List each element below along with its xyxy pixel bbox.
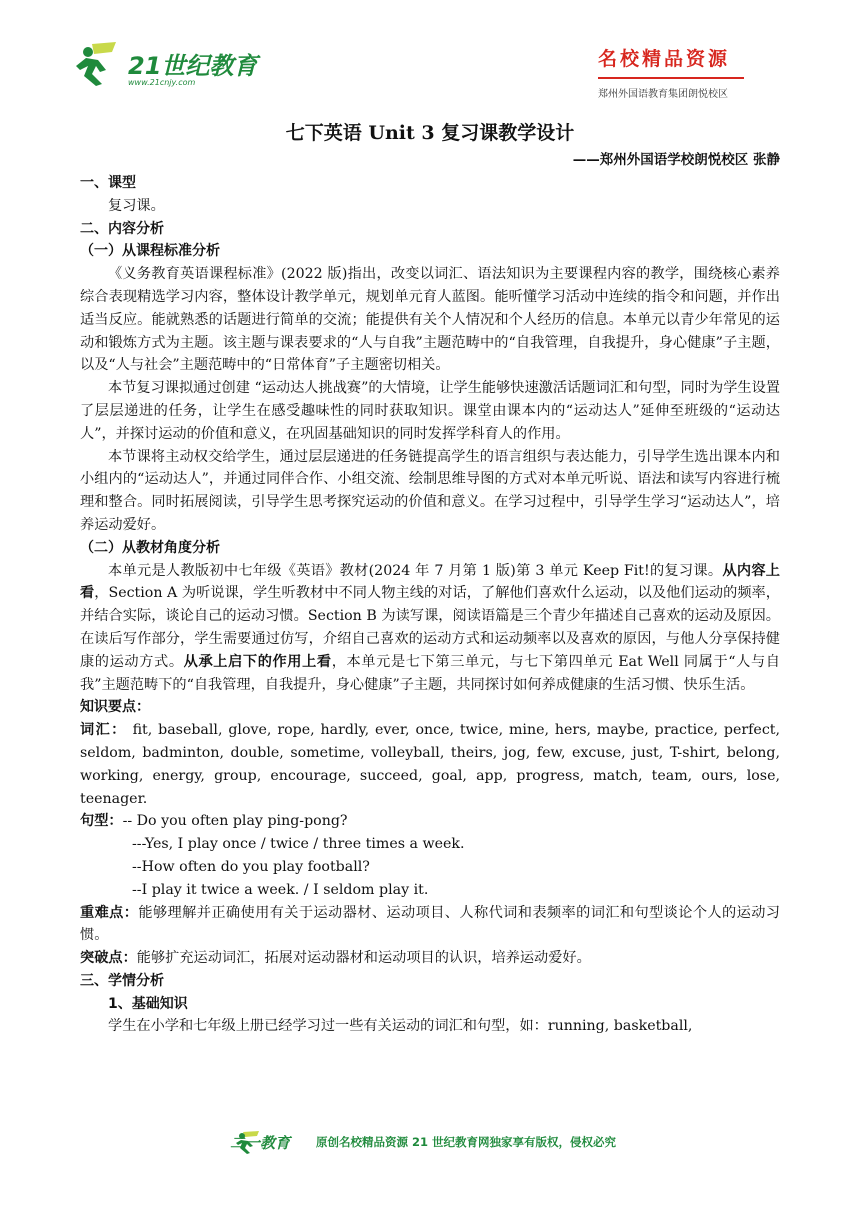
subsection-heading-basic-knowledge: 1、基础知识 <box>108 995 188 1012</box>
paragraph: 本节课将主动权交给学生，通过层层递进的任务链提高学生的语言组织与表达能力，引导学生选出课本内和小组内的“运动达人”，并通过同伴合作、小组交流、绘制思维导图的方式对本单元听说、语法和读写内容进行梳理和整合。同时拓展阅读，引导学生思考探究运动的价值和意义。在学习过程中，引导学生学习“运动达人”，培养运动爱好。 <box>80 448 780 533</box>
page-footer <box>0 1124 860 1158</box>
knowledge-points-heading: 知识要点： <box>80 699 150 716</box>
paragraph: 学生在小学和七年级上册已经学习过一些有关运动的词汇和句型，如：running, basketball, <box>108 1018 693 1035</box>
vocabulary-text: fit, baseball, glove, rope, hardly, ever, once, twice, mine, hers, maybe, practice, perfect, seldom, badminton, double, sometime, volleyball, theirs, jog, few, excuse, just, T-shirt, belong, working, energy, group, encourage, succeed, goal, app, progress, match, team, ours, lose, teenager. <box>80 722 780 807</box>
brand-divider <box>598 77 744 79</box>
emphasis-content: 从内容上看 <box>80 562 780 602</box>
section-heading-content-analysis: 二、内容分析 <box>80 220 164 237</box>
logo-url: www.21cnjy.com <box>128 78 196 87</box>
sentence-line: --How often do you play football? <box>132 858 370 875</box>
page-header <box>0 0 860 110</box>
paragraph: 复习课。 <box>108 197 165 214</box>
key-text: 能够理解并正确使用有关于运动器材、运动项目、人称代词和表频率的词汇和句型谈论个人的运动习惯。 <box>80 904 780 944</box>
logo-21cnjy <box>72 38 272 98</box>
vocabulary-paragraph <box>80 719 780 810</box>
paragraph <box>80 560 780 697</box>
section-heading-learner-analysis: 三、学情分析 <box>80 972 164 989</box>
breakthrough-label: 突破点： <box>80 950 137 967</box>
brand-title: 名校精品资源 <box>598 48 731 70</box>
runner-logo-icon <box>72 40 124 88</box>
footer-logo-text: 二一教育 <box>230 1134 291 1152</box>
brand-subtitle: 郑州外国语教育集团朗悦校区 <box>598 89 728 100</box>
document-title: 七下英语 Unit 3 复习课教学设计 <box>285 122 575 144</box>
author-byline: ——郑州外国语学校朗悦校区 张静 <box>572 152 780 168</box>
text-run: 本单元是人教版初中七年级《英语》教材(2024 年 7 月第 1 版)第 3 单元 Keep Fit!的复习课。 <box>108 562 723 579</box>
sentence-label: 句型： <box>80 813 123 830</box>
sentence-line: --I play it twice a week. / I seldom play it. <box>132 881 429 898</box>
paragraph: 《义务教育英语课程标准》(2022 版)指出，改变以词汇、语法知识为主要课程内容的教学，围绕核心素养综合表现精选学习内容，整体设计教学单元，规划单元育人蓝图。能听懂学习活动中连续的指令和问题，并作出适当反应。能就熟悉的话题进行简单的交流；能提供有关个人情况和个人经历的信息。本单元以青少年常见的运动和锻炼方式为主题。该主题与课表要求的“人与自我”主题范畴中的“自我管理，自我提升，身心健康”子主题，以及“人与社会”主题范畴中的“日常体育”子主题密切相关。 <box>80 266 780 374</box>
brand-block <box>598 44 748 100</box>
key-label: 重难点： <box>80 904 139 921</box>
breakthrough-paragraph <box>80 947 780 970</box>
sentence-line: ---Yes, I play once / twice / three times a week. <box>132 836 465 853</box>
document-body <box>80 118 780 1038</box>
key-difficult-paragraph <box>80 902 780 948</box>
section-heading-lesson-type: 一、课型 <box>80 175 136 191</box>
breakthrough-text: 能够扩充运动词汇，拓展对运动器材和运动项目的认识，培养运动爱好。 <box>136 950 591 967</box>
subsection-heading-curriculum: （一）从课程标准分析 <box>80 243 220 260</box>
vocabulary-label: 词汇： <box>80 722 127 739</box>
copyright-notice: 原创名校精品资源 21 世纪教育网独家享有版权，侵权必究 <box>316 1135 617 1149</box>
subsection-heading-textbook: （二）从教材角度分析 <box>80 539 220 556</box>
text-run: ，Section A 为听说课，学生听教材中不同人物主线的对话，了解他们喜欢什么运动，以及他们运动的频率，并结合实际，谈论自己的运动习惯。Section B 为读写课，阅读语篇是三个青少年描述自己喜欢的运动及原因。在读后写作部分，学生需要通过仿写，介绍自己喜欢的运动方式和运动频率以及喜欢的原因，与他人分享保持健康的运动方式。 <box>80 585 780 670</box>
paragraph: 本节复习课拟通过创建 “运动达人挑战赛”的大情境，让学生能够快速激活话题词汇和句型，同时为学生设置了层层递进的任务，让学生在感受趣味性的同时获取知识。课堂由课本内的“运动达人”延伸至班级的“运动达人”，并探讨运动的价值和意义，在巩固基础知识的同时发挥学科育人的作用。 <box>80 380 780 442</box>
sentence-pattern-line <box>80 810 780 833</box>
sentence-text: -- Do you often play ping-pong? <box>122 813 348 830</box>
emphasis-role: 从承上启下的作用上看 <box>183 653 332 670</box>
logo-text: 21世纪教育 <box>128 52 258 80</box>
text-run: ，本单元是七下第三单元，与七下第四单元 Eat Well 同属于“人与自我”主题范畴下的“自我管理，自我提升，身心健康”子主题，共同探讨如何养成健康的生活习惯、快乐生活。 <box>80 653 780 693</box>
